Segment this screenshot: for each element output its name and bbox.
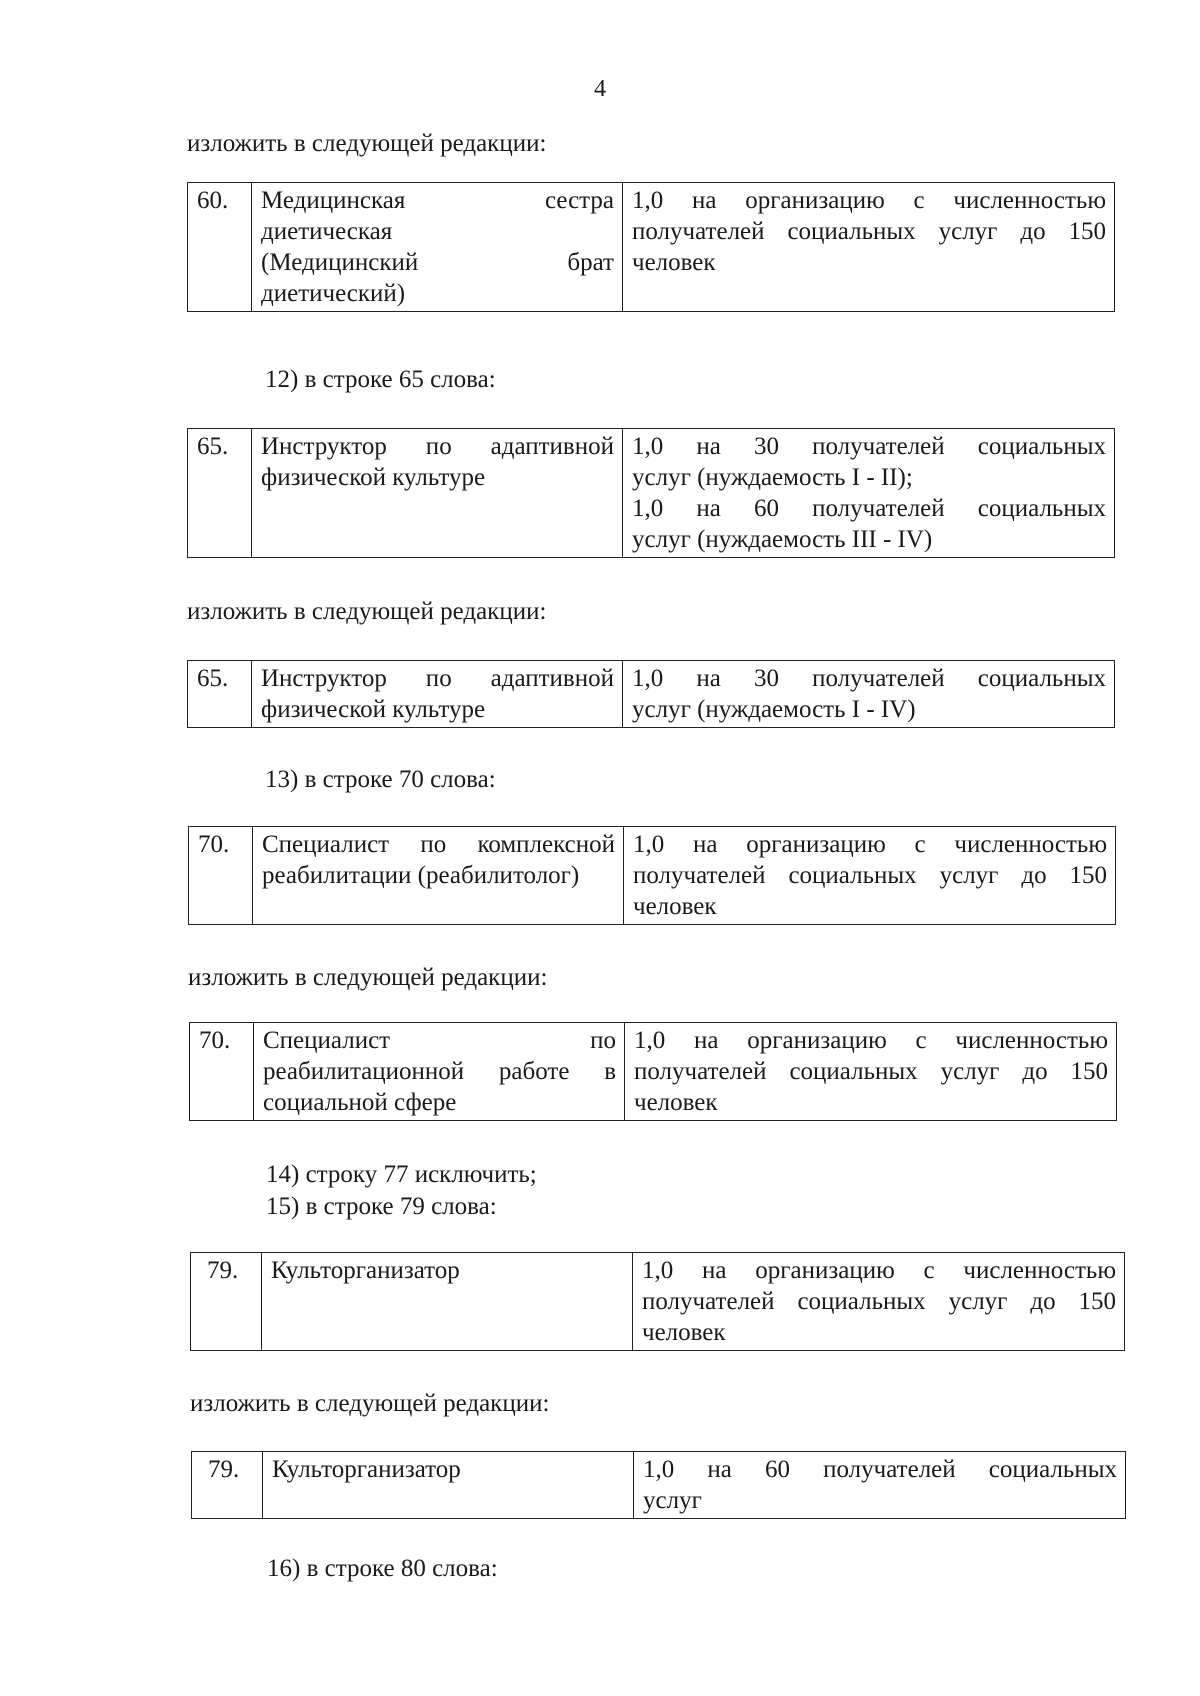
- row-number: 70.: [190, 1023, 254, 1121]
- norm-line: человек: [634, 1089, 718, 1116]
- name-line: физической культуре: [261, 696, 486, 723]
- position-name: [254, 1023, 625, 1121]
- paragraph-restate-4: изложить в следующей редакции:: [190, 1390, 550, 1417]
- table-row-65-old: [187, 428, 1115, 558]
- norm-line: услуг (нуждаемость III - IV): [632, 526, 933, 553]
- norm-line: получателей социальных услуг до 150: [642, 1288, 1116, 1315]
- table-row-79-old: [190, 1252, 1125, 1351]
- paragraph-restate-3: изложить в следующей редакции:: [188, 964, 548, 991]
- name-line: Инструктор по адаптивной: [261, 433, 614, 460]
- paragraph-item-12: 12) в строке 65 слова:: [265, 366, 496, 393]
- norm-line: 1,0 на 30 получателей социальных: [632, 433, 1106, 460]
- name-line: Инструктор по адаптивной: [261, 665, 614, 692]
- name-line: диетический): [261, 280, 406, 307]
- row-number: 70.: [189, 827, 253, 925]
- name-line: социальной сфере: [263, 1089, 457, 1116]
- table-row-79-new: [191, 1451, 1126, 1519]
- paragraph-item-14: 14) строку 77 исключить;: [266, 1161, 537, 1188]
- name-line: реабилитации (реабилитолог): [262, 862, 580, 889]
- name-line: диетическая: [261, 218, 393, 245]
- staffing-norm: [625, 1023, 1117, 1121]
- row-number: 65.: [188, 429, 252, 558]
- norm-line: 1,0 на 60 получателей социальных: [643, 1456, 1117, 1483]
- norm-line: 1,0 на организацию с численностью: [633, 831, 1107, 858]
- name-line: реабилитационной работе в: [263, 1058, 616, 1085]
- position-name: [252, 661, 623, 728]
- norm-line: получателей социальных услуг до 150: [632, 218, 1106, 245]
- position-name: [253, 827, 624, 925]
- norm-line: человек: [642, 1319, 726, 1346]
- name-word: Медицинская: [261, 187, 406, 214]
- staffing-norm: [623, 429, 1115, 558]
- norm-line: услуг: [643, 1487, 702, 1514]
- norm-line: человек: [632, 249, 716, 276]
- position-name: [263, 1452, 634, 1519]
- name-word: (Медицинский: [261, 249, 419, 276]
- name-line: Культорганизатор: [272, 1456, 461, 1483]
- staffing-norm: [623, 183, 1115, 312]
- table-row-60-new: [187, 182, 1115, 312]
- staffing-norm: [633, 1253, 1125, 1351]
- name-line: [261, 247, 614, 278]
- norm-line: 1,0 на 60 получателей социальных: [632, 495, 1106, 522]
- table-row-65-new: [187, 660, 1115, 728]
- page-number: 4: [594, 76, 606, 102]
- table-row-70-old: [188, 826, 1116, 925]
- norm-line: 1,0 на 30 получателей социальных: [632, 665, 1106, 692]
- name-line: Специалист по комплексной: [262, 831, 615, 858]
- staffing-norm: [624, 827, 1116, 925]
- row-number: 79.: [191, 1253, 262, 1351]
- norm-line: получателей социальных услуг до 150: [634, 1058, 1108, 1085]
- norm-line: человек: [633, 893, 717, 920]
- norm-line: 1,0 на организацию с численностью: [634, 1027, 1108, 1054]
- norm-line: 1,0 на организацию с численностью: [632, 187, 1106, 214]
- row-number: 65.: [188, 661, 252, 728]
- paragraph-item-15: 15) в строке 79 слова:: [266, 1193, 497, 1220]
- name-word: брат: [567, 249, 614, 276]
- paragraph-item-16: 16) в строке 80 слова:: [267, 1555, 498, 1582]
- name-line: Культорганизатор: [271, 1257, 460, 1284]
- staffing-norm: [634, 1452, 1126, 1519]
- norm-line: услуг (нуждаемость I - IV): [632, 696, 916, 723]
- norm-line: услуг (нуждаемость I - II);: [632, 464, 913, 491]
- paragraph-restate-1: изложить в следующей редакции:: [187, 130, 547, 157]
- name-line: [263, 1025, 616, 1056]
- position-name: [262, 1253, 633, 1351]
- norm-line: 1,0 на организацию с численностью: [642, 1257, 1116, 1284]
- table-row-70-new: [189, 1022, 1117, 1121]
- row-number: 79.: [192, 1452, 263, 1519]
- norm-line: получателей социальных услуг до 150: [633, 862, 1107, 889]
- staffing-norm: [623, 661, 1115, 728]
- position-name: [252, 183, 623, 312]
- name-word: сестра: [544, 187, 614, 214]
- row-number: 60.: [188, 183, 252, 312]
- name-line: физической культуре: [261, 464, 486, 491]
- name-word: по: [590, 1027, 616, 1054]
- name-line: [261, 185, 614, 216]
- paragraph-restate-2: изложить в следующей редакции:: [187, 598, 547, 625]
- position-name: [252, 429, 623, 558]
- name-word: Специалист: [263, 1027, 391, 1054]
- paragraph-item-13: 13) в строке 70 слова:: [265, 766, 496, 793]
